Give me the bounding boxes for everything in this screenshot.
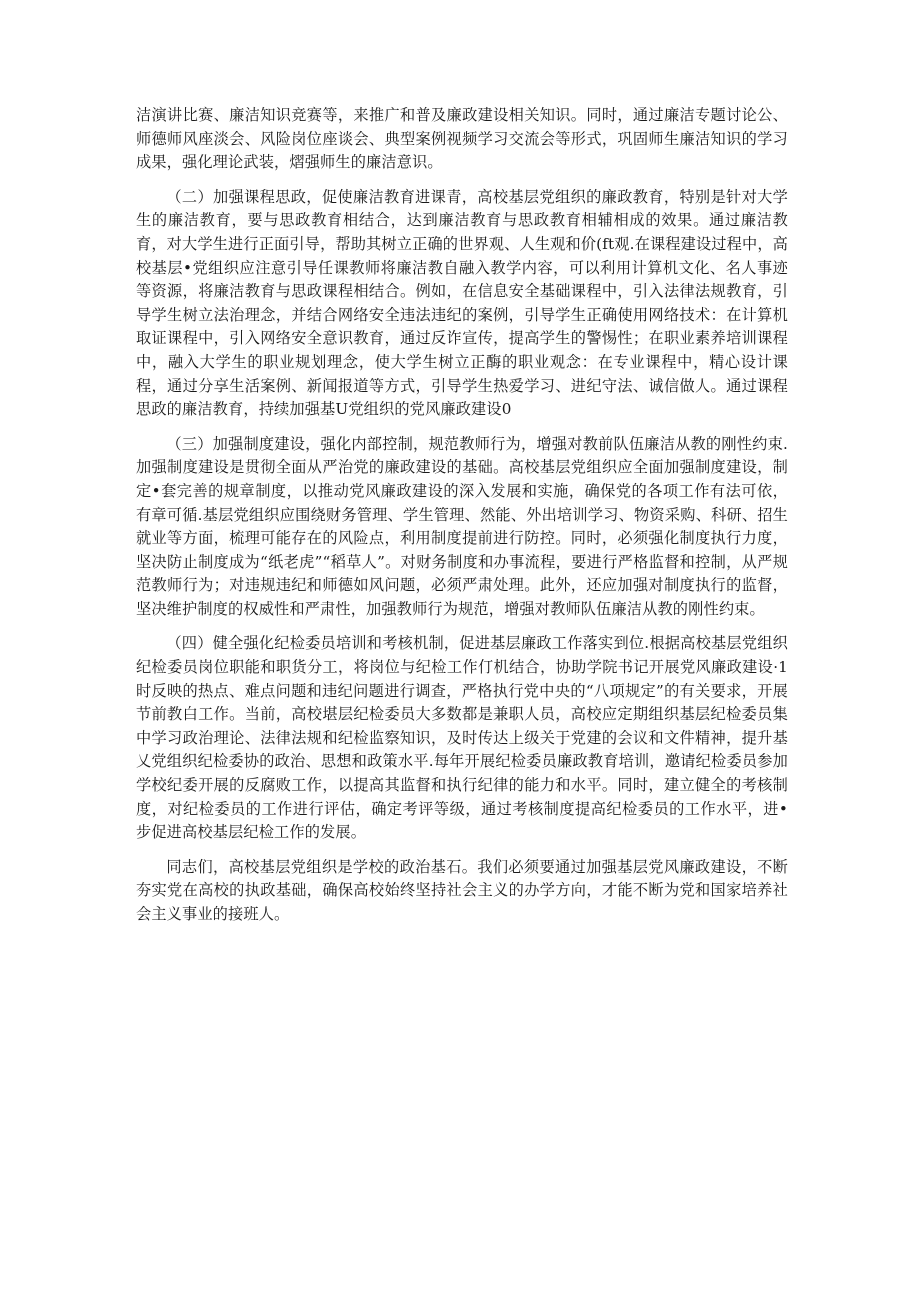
paragraph-conclusion: 同志们，高校基层党组织是学校的政治基石。我们必须要通过加强基层党风廉政建设，不断夯实党在高校的执政基础，确保高校始终坚持社会主义的办学方向，才能不断为党和国家培养社会主义事业的接班人。 (136, 857, 788, 923)
paragraph-section-4-discipline-training: （四）健全强化纪检委员培训和考核机制，促进基层廉政工作落实到位.根据高校基层党组织纪检委员岗位职能和职货分工，将岗位与纪检工作仃机结合，协助学院书记开展党风廉政建设·1时反映的热点、难点问题和违纪问题进行调查，严格执行党中央的“八项规定”的有关要求，开展节前教白工作。当前，高校堪层纪检委员大多数都是兼职人员，高校应定期组织基层纪检委员集中学习政治理论、法律法规和纪检监察知识，及时传达上级关于党建的会议和文件精神，提升基乂党组织纪检委协的政治、思想和政策水平.每年开展纪检委员廉政教育培训，邀请纪检委员参加学校纪委开展的反腐败工作，以提高其监督和执行纪律的能力和水平。同时，建立健全的考核制度，对纪检委员的工作进行评估，确定考评等级，通过考核制度提高纪检委员的工作水平，进•步促进高校基层纪检工作的发展。 (136, 634, 788, 842)
document-body (136, 104, 788, 927)
paragraph-section-2-course-ideology: （二）加强课程思政，促使廉洁教育进课青，高校基层党组织的廉政教育，特别是针对大学生的廉洁教育，要与思政教育相结合，达到廉洁教育与思政教育相辅相成的效果。通过廉洁教育，对大学生进行正面引导，帮助其树立正确的世界观、人生观和价(ft观.在课程建设过程中，高校基层•党组织应注意引导任课教师将廉洁教自融入教学内容，可以利用计算机文化、名人事迹等资源，将廉洁教育与思政课程相结合。例如，在信息安全基础课程中，引入法律法规教育，引导学生树立法治理念，并结合网络安全违法违纪的案例，引导学生正确使用网络技术：在计算机取证课程中，引入网络安全意识教育，通过反诈宣传，提高学生的警惕性；在职业素养培训课程中，融入大学生的职业规划理念，使大学生树立正酶的职业观念：在专业课程中，精心设计课程，通过分享生活案例、新闻报道等方式，引导学生热爱学习、进纪守法、诚信做人。通过课程思政的廉洁教育，持续加强基U党组织的党风廉政建设0 (136, 187, 788, 419)
paragraph-section-3-system-building: （三）加强制度建设，强化内部控制，规范教师行为，增强对教前队伍廉洁从教的刚性约束.加强制度建设是贯彻全面从严治党的廉政建设的基础。高校基层党组织应全面加强制度建设，制定•套完善的规章制度，以推动党风廉政建设的深入发展和实施，确保党的各项工作有法可依，有章可循.基层党组织应围绕财务管理、学生管理、然能、外出培训学习、物资采购、科研、招生就业等方面，梳理可能存在的风险点，利用制度提前进行防控。同时，必须强化制度执行力度，坚决防止制度成为“纸老虎”“稻草人”。对财务制度和办事流程，要进行严格监督和控制，从严规范教师行为；对违规违纪和师德如风问题，必须严肃处理。此外，还应加强对制度执行的监督，坚决维护制度的权威性和严肃性，加强教师行为规范，增强对教师队伍廉洁从教的刚性约束。 (136, 434, 788, 618)
paragraph-intro-continuation: 洁演讲比赛、廉洁知识竞赛等，来推广和普及廉政建设相关知识。同时，通过廉洁专题讨论公、师德师风座淡会、风险岗位座谈会、典型案例视频学习交流会等形式，巩固师生廉洁知识的学习成果，强化理论武装，熠强师生的廉洁意识。 (136, 106, 788, 172)
